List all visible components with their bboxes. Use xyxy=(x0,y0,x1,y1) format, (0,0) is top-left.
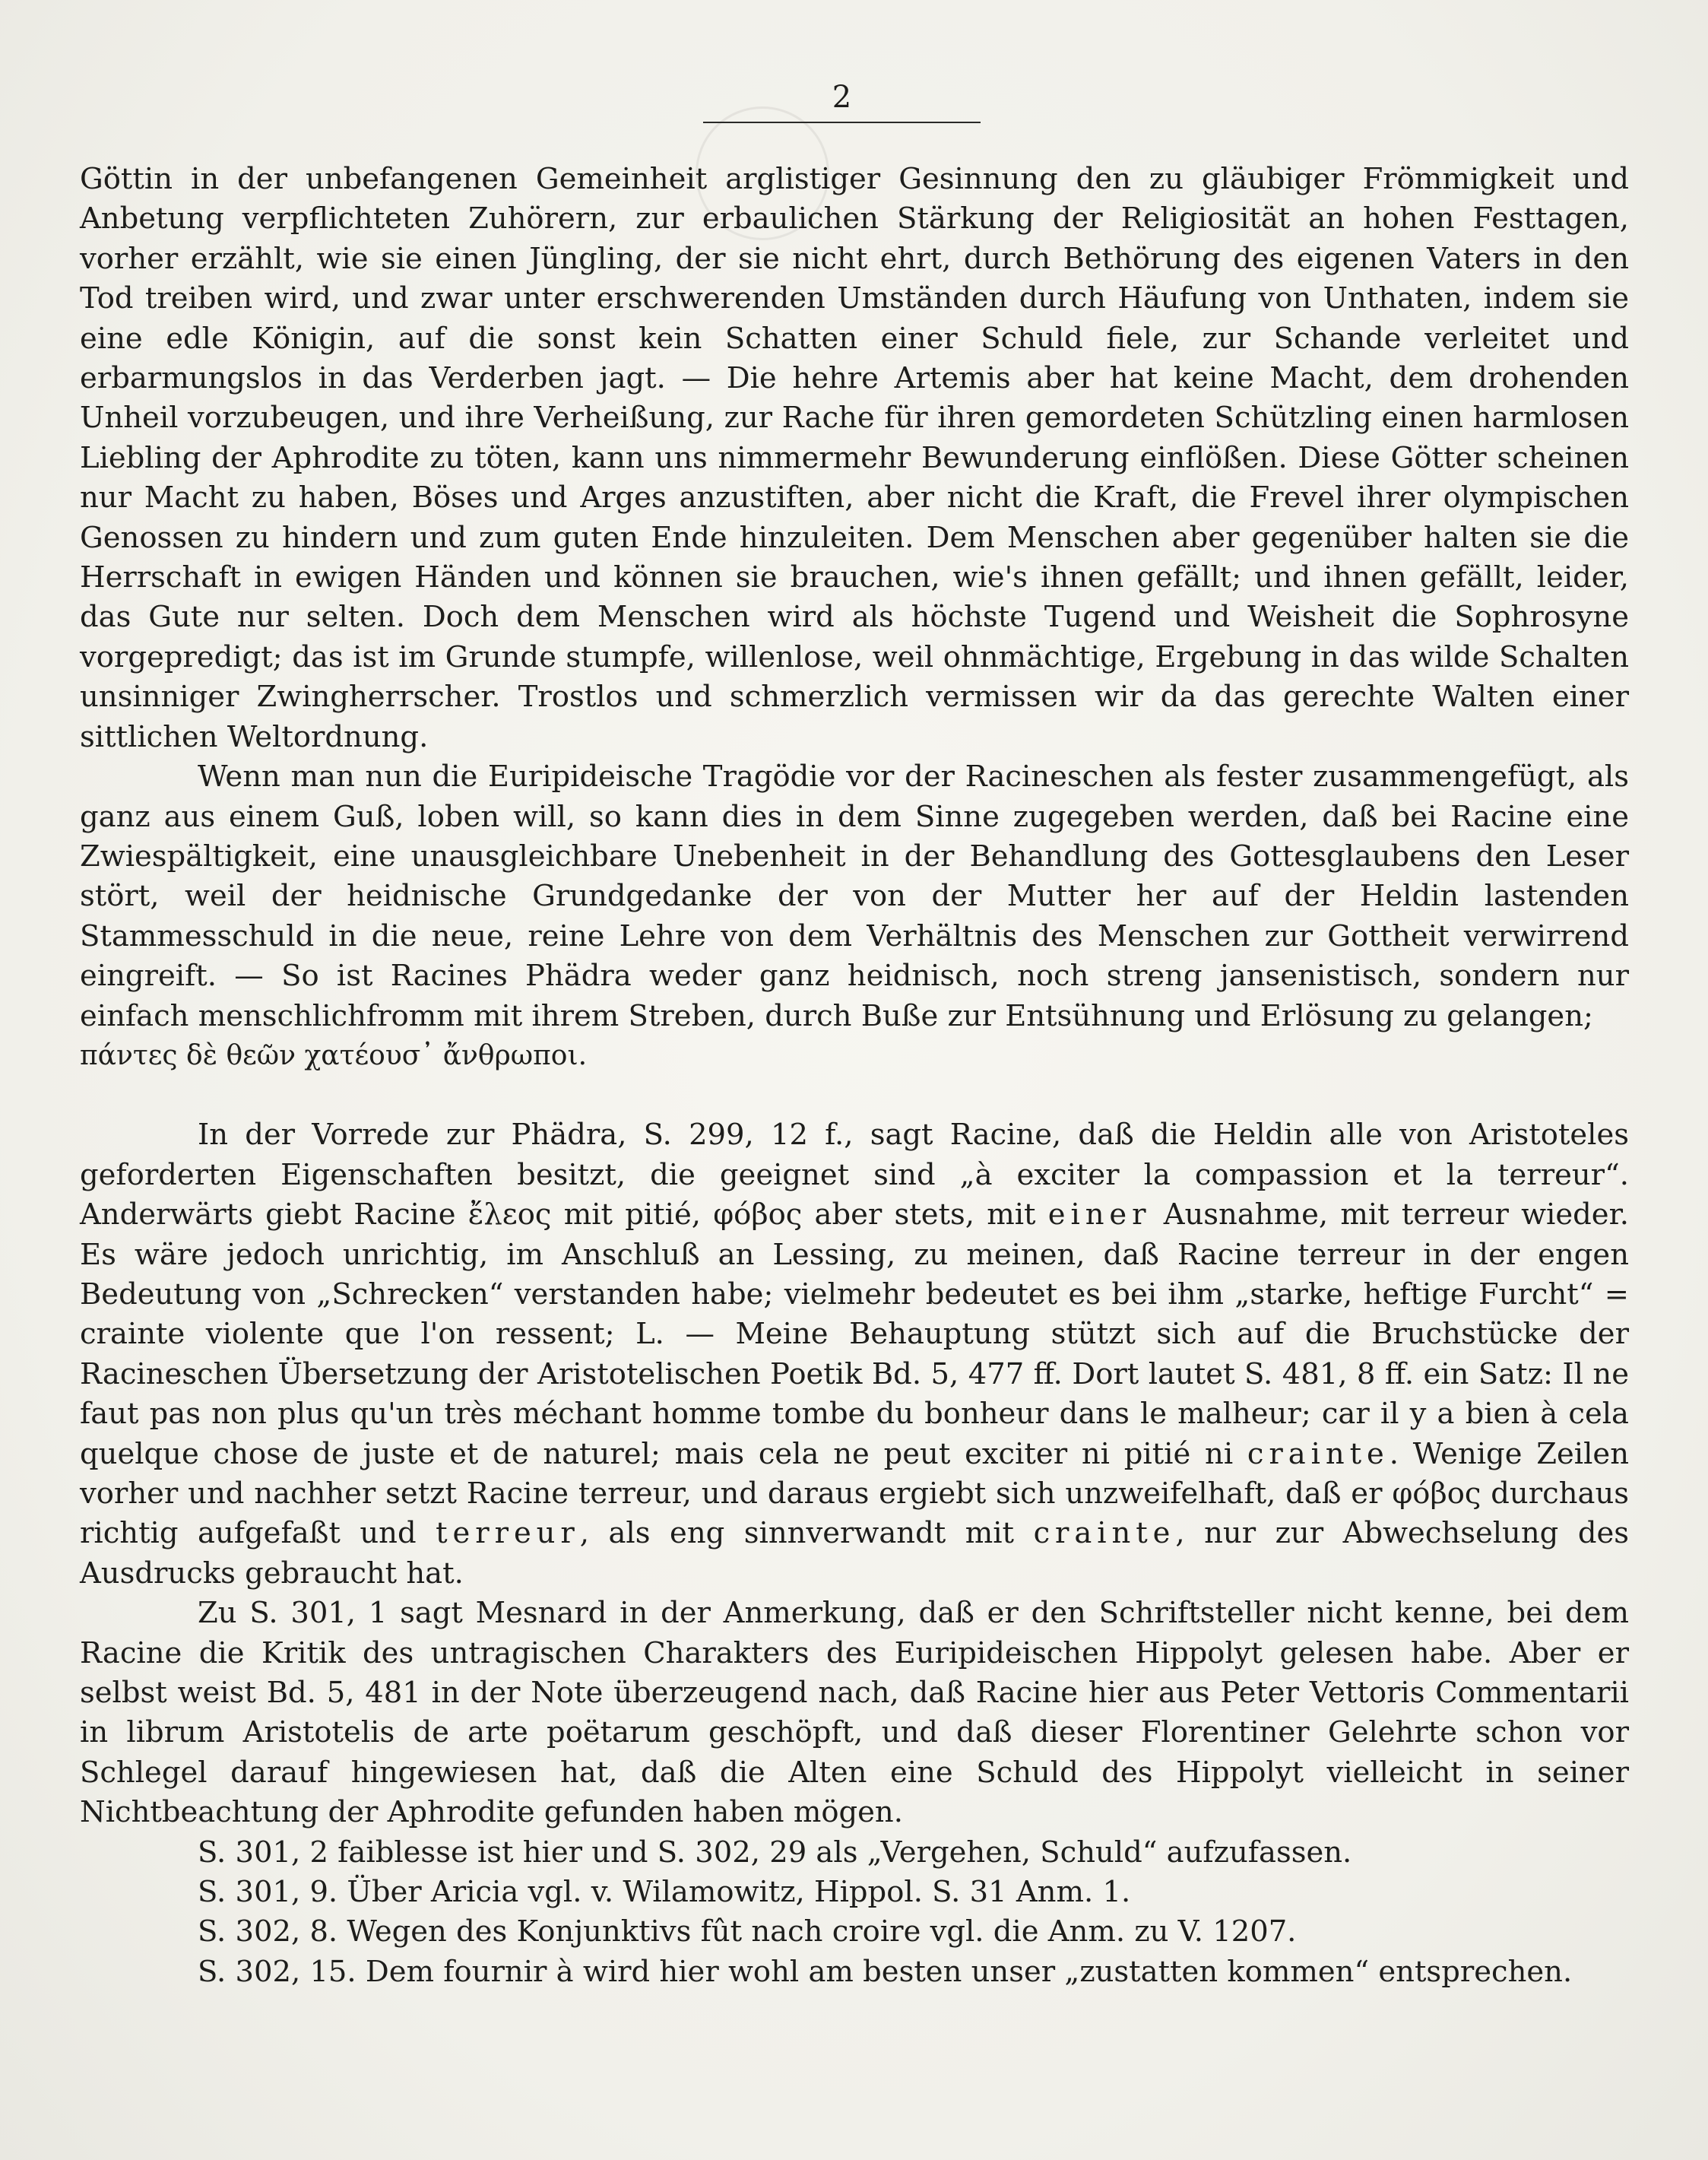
note-aricia: S. 301, 9. Über Aricia vgl. v. Wilamowitz, Hippol. S. 31 Anm. 1. xyxy=(198,1875,1131,1910)
text-run: . Wenige Zeilen vorher und nachher setzt Racine terreur, und daraus ergiebt sich unzweifelhaft, daß er φόβος durchaus richtig aufgefaßt und xyxy=(80,1436,1629,1551)
note-fournir: S. 302, 15. Dem fournir à wird hier wohl am besten unser „zustatten kommen“ entsprechen. xyxy=(198,1954,1573,1989)
greek-quotation: πάντες δὲ θεῶν χατέουσ᾽ ἄνθρωποι. xyxy=(80,1039,588,1071)
header-rule xyxy=(703,122,981,123)
note-faiblesse: S. 301, 2 faiblesse ist hier und S. 302, 29 als „Vergehen, Schuld“ aufzufassen. xyxy=(198,1835,1352,1870)
paragraph-spacer xyxy=(80,1076,1629,1115)
text-run: In der Vorrede zur Phädra, S. 299, 12 f., sagt Racine, daß die Heldin alle von Aristoteles geforderten Eigenschaften besitzt, die geeignet sind „à exciter la compassion et la terreur“. Anderwärts giebt Racine ἔλεος mit pitié, φόβος aber stets, mit xyxy=(80,1118,1629,1232)
emphasized-word: crainte xyxy=(1247,1436,1390,1471)
emphasized-word: crainte xyxy=(1033,1516,1176,1551)
page-header xyxy=(703,76,981,123)
text-run: , als eng sinnverwandt mit xyxy=(579,1516,1034,1551)
emphasized-word: terreur xyxy=(436,1516,580,1551)
paragraph-vorrede-phaedra xyxy=(80,1115,1629,1594)
emphasized-word: einer xyxy=(1047,1197,1152,1232)
paragraph-mesnard-note: Zu S. 301, 1 sagt Mesnard in der Anmerkung, daß er den Schriftsteller nicht kenne, bei dem Racine die Kritik des untragischen Charakters des Euripideischen Hippolyt gelesen habe. Aber er selbst weist Bd. 5, 481 in der Note überzeugend nach, daß Racine hier aus Peter Vettoris Commentarii in librum Aristotelis de arte poëtarum geschöpft, und daß dieser Florentiner Gelehrte schon vor Schlegel darauf hingewiesen hat, daß die Alten eine Schuld des Hippolyt vielleicht in seiner Nichtbeachtung der Aphrodite gefunden haben mögen. xyxy=(80,1596,1629,1830)
note-konjunktiv: S. 302, 8. Wegen des Konjunktivs fût nach croire vgl. die Anm. zu V. 1207. xyxy=(198,1914,1297,1949)
paragraph-euripides-racine-comparison xyxy=(80,757,1629,1036)
text-run: Ausnahme, mit terreur wieder. Es wäre jedoch unrichtig, im Anschluß an Lessing, zu meinen, daß Racine terreur in der engen Bedeutung von „Schrecken“ verstanden habe; vielmehr bedeutet es bei ihm „starke, heftige Furcht“ = crainte violente que l'on ressent; L. — Meine Behauptung stützt sich auf die Bruchstücke der Racineschen Übersetzung der Aristotelischen Poetik Bd. 5, 477 ff. Dort lautet S. 481, 8 ff. ein Satz: Il ne faut pas non plus qu'un très méchant homme tombe du bonheur dans le malheur; car il y a bien à cela quelque chose de juste et de naturel; mais cela ne peut exciter ni pitié ni xyxy=(80,1197,1629,1471)
paragraph-gods-critique: Göttin in der unbefangenen Gemeinheit arglistiger Gesinnung den zu gläubiger Frömmigkeit und Anbetung verpflichteten Zuhörern, zur erbaulichen Stärkung der Religiosität an hohen Festtagen, vorher erzählt, wie sie einen Jüngling, der sie nicht ehrt, durch Bethörung des eigenen Vaters in den Tod treiben wird, und zwar unter erschwerenden Umständen durch Häufung von Unthaten, indem sie eine edle Königin, auf die sonst kein Schatten einer Schuld fiele, zur Schande verleitet und erbarmungslos in das Verderben jagt. — Die hehre Artemis aber hat keine Macht, dem drohenden Unheil vorzubeugen, und ihre Verheißung, zur Rache für ihren gemordeten Schützling einen harmlosen Liebling der Aphrodite zu töten, kann uns nimmermehr Bewunderung einflößen. Diese Götter scheinen nur Macht zu haben, Böses und Arges anzustiften, aber nicht die Kraft, die Frevel ihrer olympischen Genossen zu hindern und zum guten Ende hinzuleiten. Dem Menschen aber gegenüber halten sie die Herrschaft in ewigen Händen und können sie brauchen, wie's ihnen gefällt; und ihnen gefällt, leider, das Gute nur selten. Doch dem Menschen wird als höchste Tugend und Weisheit die Sophrosyne vorgepredigt; das ist im Grunde stumpfe, willenlose, weil ohnmächtige, Ergebung in das wilde Schalten unsinniger Zwingherrscher. Trostlos und schmerzlich vermissen wir da das gerechte Walten einer sittlichen Weltordnung. xyxy=(80,162,1629,754)
text-run: , nur zur Abwechselung des Ausdrucks gebraucht hat. xyxy=(80,1516,1630,1591)
page-number: 2 xyxy=(832,80,852,115)
paragraph-text: Wenn man nun die Euripideische Tragödie vor der Racineschen als fester zusammengefügt, als ganz aus einem Guß, loben will, so kann dies in dem Sinne zugegeben werden, daß bei Racine eine Zwiespältigkeit, eine unausgleichbare Unebenheit in der Behandlung des Gottesglaubens den Leser stört, weil der heidnische Grundgedanke der von der Mutter her auf der Heldin lastenden Stammesschuld in die neue, reine Lehre von dem Verhältnis des Menschen zur Gottheit verwirrend eingreift. — So ist Racines Phädra weder ganz heidnisch, noch streng jansenistisch, sondern nur einfach menschlichfromm mit ihrem Streben, durch Buße zur Entsühnung und Erlösung zu gelangen; xyxy=(80,760,1629,1033)
body-text xyxy=(80,160,1629,1992)
